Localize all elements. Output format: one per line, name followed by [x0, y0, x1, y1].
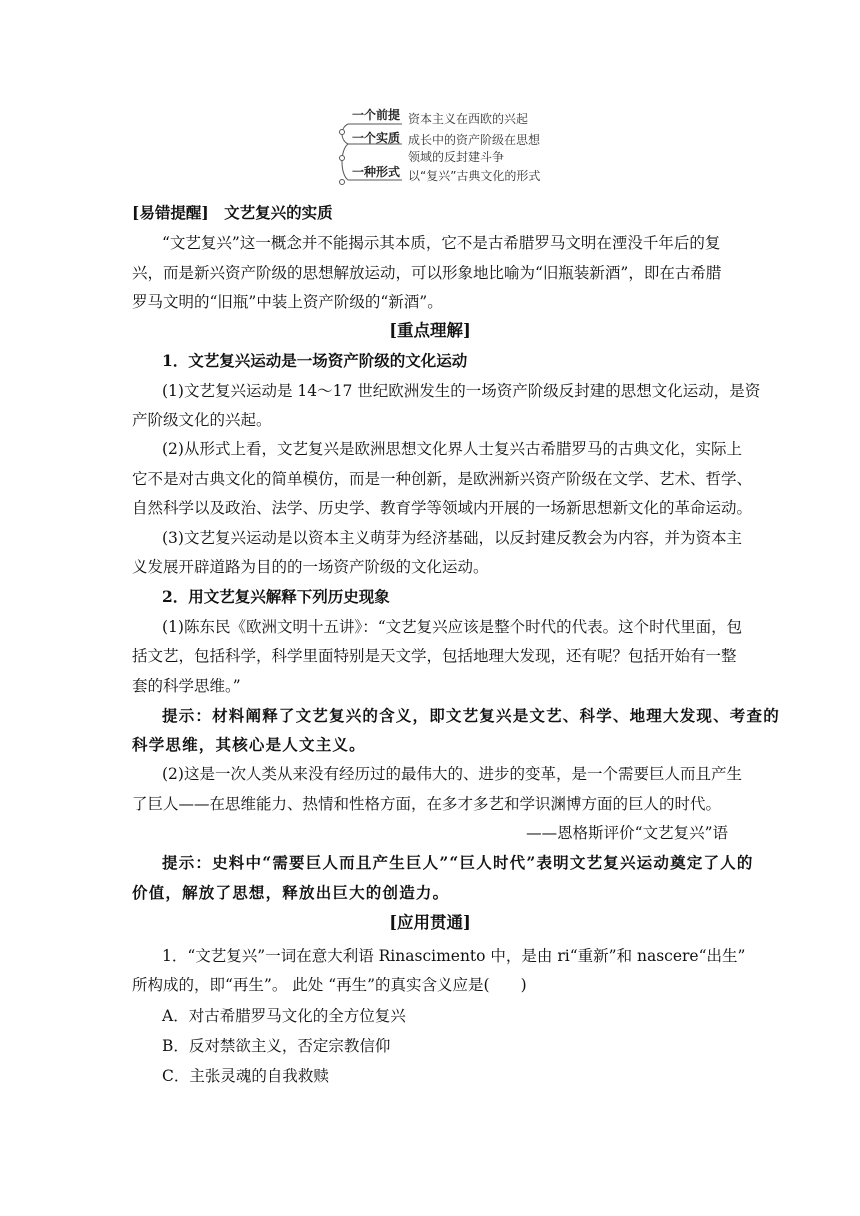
point-heading: 2．用文艺复兴解释下列历史现象 [162, 587, 390, 606]
question-stem: 1．“文艺复兴”一词在意大利语 Rinascimento 中，是由 ri“重新”和 nascere“出生” [162, 947, 746, 965]
paragraph-line: 产阶级文化的兴起。 [132, 411, 272, 429]
paragraph-line: (2)这是一次人类从来没有经历过的最伟大的、进步的变革，是一个需要巨人而且产生 [162, 765, 742, 783]
diagram-label-form: 一种形式 [352, 165, 401, 179]
option-a: A．对古希腊罗马文化的全方位复兴 [162, 1007, 406, 1025]
option-b: B．反对禁欲主义，否定宗教信仰 [162, 1037, 391, 1055]
paragraph-line: 括文艺，包括科学，科学里面特别是天文学，包括地理大发现，还有呢？包括开始有一整 [132, 647, 737, 665]
hint-line: 提示：史料中“需要巨人而且产生巨人”“巨人时代”表明文艺复兴运动奠定了人的 [162, 853, 754, 872]
paragraph-line: (1)陈东民《欧洲文明十五讲》：“文艺复兴应该是整个时代的代表。这个时代里面，包 [162, 618, 743, 636]
concept-map [330, 100, 630, 192]
diagram-label-premise: 一个前提 [352, 108, 401, 122]
paragraph-line: (3)文艺复兴运动是以资本主义萌芽为经济基础，以反封建反教会为内容，并为资本主 [162, 529, 742, 547]
paragraph-line: 义发展开辟道路为目的的一场资产阶级的文化运动。 [132, 558, 489, 576]
diagram-text-essence-cont: 领域的反封建斗争 [408, 150, 505, 164]
paragraph-line: 了巨人——在思维能力、热情和性格方面，在多才多艺和学识渊博方面的巨人的时代。 [132, 795, 722, 813]
question-stem: 所构成的，即“再生”。 此处 “再生”的真实含义应是( ) [132, 976, 527, 994]
diagram-text-form: 以“复兴”古典文化的形式 [408, 169, 541, 183]
paragraph-line: 罗马文明的“旧瓶”中装上资产阶级的“新酒”。 [132, 293, 443, 311]
diagram-text-essence: 成长中的资产阶级在思想 [408, 133, 541, 147]
section-heading-application: [应用贯通] [389, 913, 471, 932]
hint-line: 科学思维，其核心是人文主义。 [132, 735, 366, 754]
hint-line: 价值，解放了思想，释放出巨大的创造力。 [132, 883, 450, 902]
paragraph-line: (1)文艺复兴运动是 14～17 世纪欧洲发生的一场资产阶级反封建的思想文化运动，是资 [162, 382, 761, 400]
diagram-label-essence: 一个实质 [352, 131, 401, 145]
paragraph-line: 兴，而是新兴资产阶级的思想解放运动，可以形象地比喻为“旧瓶装新酒”，即在古希腊 [132, 264, 722, 282]
quote-attribution: ——恩格斯评价“文艺复兴”语 [526, 824, 728, 842]
paragraph-line: 套的科学思维。” [132, 677, 241, 695]
tip-heading: [易错提醒] 文艺复兴的实质 [132, 203, 333, 222]
paragraph-line: (2)从形式上看，文艺复兴是欧洲思想文化界人士复兴古希腊罗马的古典文化，实际上 [162, 440, 742, 458]
point-heading: 1．文艺复兴运动是一场资产阶级的文化运动 [162, 351, 468, 370]
diagram-text-premise: 资本主义在西欧的兴起 [408, 112, 529, 126]
section-heading-key-understanding: [重点理解] [389, 321, 471, 340]
paragraph-line: 自然科学以及政治、法学、历史学、教育学等领域内开展的一场新思想新文化的革命运动。 [132, 499, 753, 517]
option-c: C．主张灵魂的自我救赎 [162, 1067, 329, 1085]
paragraph-line: “文艺复兴”这一概念并不能揭示其本质，它不是古希腊罗马文明在湮没千年后的复 [162, 234, 721, 252]
paragraph-line: 它不是对古典文化的简单模仿，而是一种创新，是欧洲新兴资产阶级在文学、艺术、哲学、 [132, 470, 753, 488]
hint-line: 提示：材料阐释了文艺复兴的含义，即文艺复兴是文艺、科学、地理大发现、考查的 [162, 706, 780, 725]
